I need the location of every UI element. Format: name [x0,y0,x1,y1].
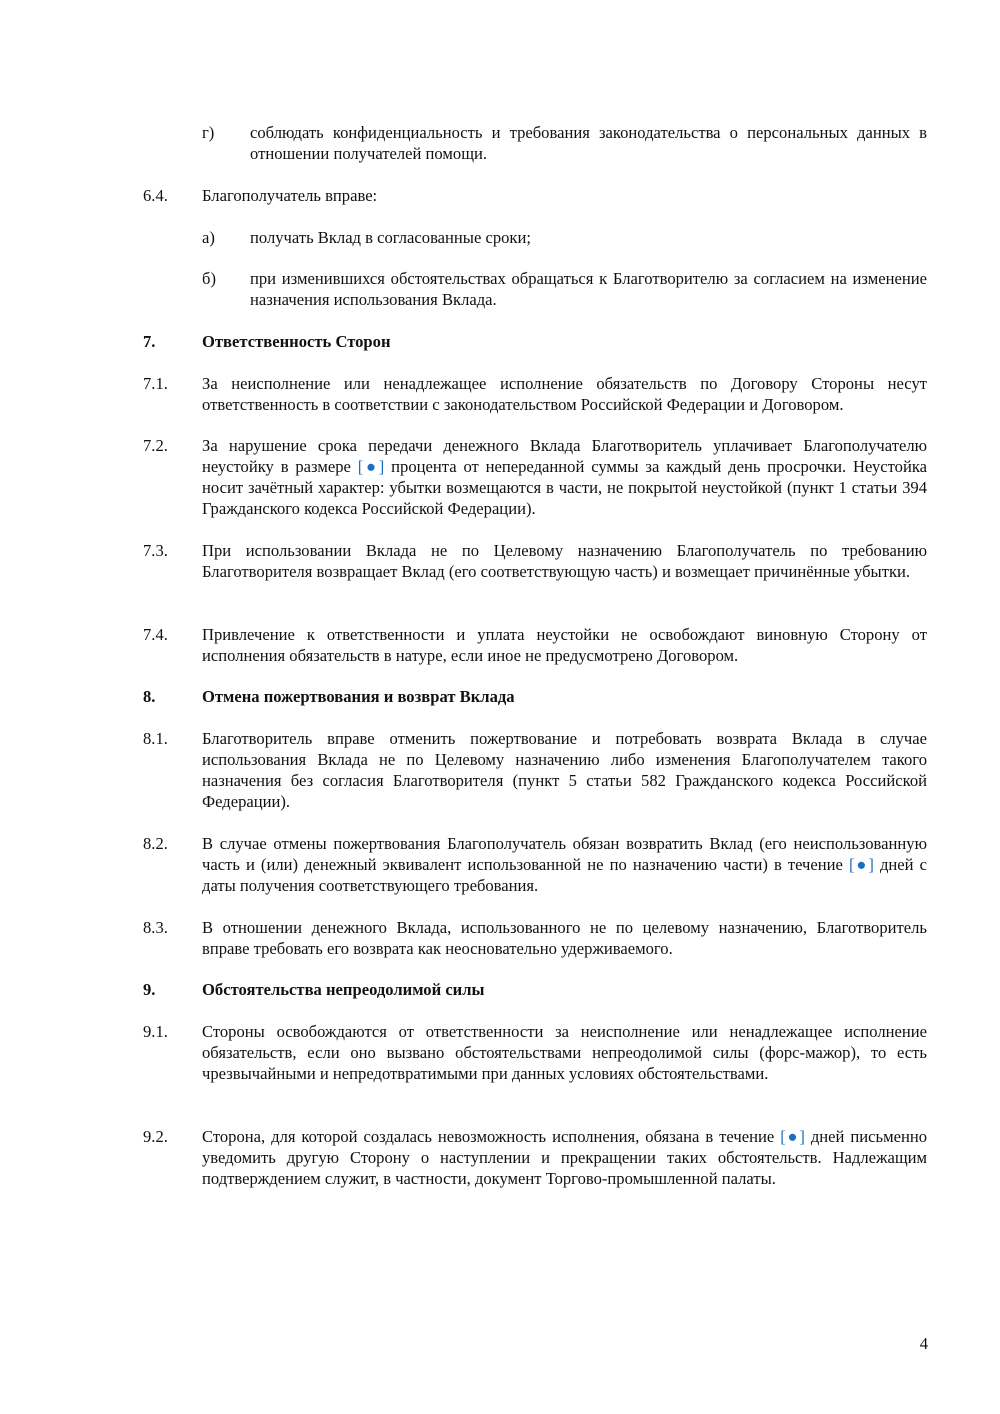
clause-8-1-number: 8.1. [143,729,168,748]
clause-7-3-text: При использовании Вклада не по Целевому назначению Благополучатель по требованию Благотворителя возвращает Вклад (его соответствующую часть) и возмещает причинённые убытки. [202,541,927,581]
clause-8-3-number: 8.3. [143,918,168,937]
clause-7-1-number: 7.1. [143,374,168,393]
clause-9-1-number: 9.1. [143,1022,168,1041]
section-8-title: Отмена пожертвования и возврат Вклада [202,687,515,706]
section-7-title: Ответственность Сторон [202,332,391,351]
placeholder-marker: [●] [780,1127,805,1146]
clause-7-2-number: 7.2. [143,436,168,455]
clause-7-4-number: 7.4. [143,625,168,644]
section-7-number: 7. [143,332,156,351]
clause-9-2-text [202,1126,927,1189]
placeholder-marker: [●] [357,457,385,476]
clause-7-4-text: Привлечение к ответственности и уплата неустойки не освобождают виновную Сторону от исполнения обязательств в натуре, если иное не предусмотрено Договором. [202,625,927,665]
clause-8-2-number: 8.2. [143,834,168,853]
clause-7-3-number: 7.3. [143,541,168,560]
clause-8-2-text [202,833,927,896]
clause-9-1-text: Стороны освобождаются от ответственности за неисполнение или ненадлежащее исполнение обязательств, если оно вызвано обстоятельствами непреодолимой силы (форс-мажор), то есть чрезвычайными и непредотвратимыми при данных условиях обстоятельствами. [202,1022,927,1083]
subitem-g-marker: г) [202,123,215,142]
clause-8-2-text-before: В случае отмены пожертвования Благополучатель обязан возвратить Вклад (его неиспользованную часть и (или) денежный эквивалент использованной не по назначению части) в течение [202,834,927,874]
clause-6-4-text: Благополучатель вправе: [202,186,378,205]
clause-9-2-number: 9.2. [143,1127,168,1146]
page-number: 4 [919,1334,928,1353]
placeholder-marker: [●] [848,855,874,874]
section-8-number: 8. [143,687,156,706]
clause-9-2-text-before: Сторона, для которой создалась невозможность исполнения, обязана в течение [202,1127,775,1146]
subitem-g-text: соблюдать конфиденциальность и требования законодательства о персональных данных в отношении получателей помощи. [250,123,927,163]
subitem-a-text: получать Вклад в согласованные сроки; [250,228,531,247]
clause-8-1-text: Благотворитель вправе отменить пожертвование и потребовать возврата Вклада в случае использования Вклада не по Целевому назначению либо изменения Благополучателем такого назначения без согласия Благотворителя (пункт 5 статьи 582 Гражданского кодекса Российской Федерации). [202,729,927,811]
clause-6-4-number: 6.4. [143,186,168,205]
clause-8-2-text-after: дней с даты получения соответствующего требования. [202,855,927,895]
subitem-b-marker: б) [202,269,216,288]
clause-7-2-text-before: За нарушение срока передачи денежного Вклада Благотворитель уплачивает Благополучателю неустойку в размере [202,436,927,476]
section-9-title: Обстоятельства непреодолимой силы [202,980,485,999]
clause-7-2-text-after: процента от непереданной суммы за каждый день просрочки. Неустойка носит зачётный характер: убытки возмещаются в части, не покрытой неустойкой (пункт 1 статьи 394 Гражданского кодекса Российской Федерации). [202,457,928,518]
section-9-number: 9. [143,980,156,999]
clause-8-3-text: В отношении денежного Вклада, использованного не по целевому назначению, Благотворитель вправе требовать его возврата как неосновательно удерживаемого. [202,918,927,958]
clause-9-2-text-after: дней письменно уведомить другую Сторону о наступлении и прекращении таких обстоятельств. Надлежащим подтверждением служит, в частности, документ Торгово-промышленной палаты. [202,1127,928,1188]
clause-7-1-text: За неисполнение или ненадлежащее исполнение обязательств по Договору Стороны несут ответственность в соответствии с законодательством Российской Федерации и Договором. [202,374,927,414]
clause-7-2-text [202,435,927,519]
subitem-a-marker: а) [202,228,215,247]
subitem-b-text: при изменившихся обстоятельствах обращаться к Благотворителю за согласием на изменение назначения использования Вклада. [250,269,927,309]
